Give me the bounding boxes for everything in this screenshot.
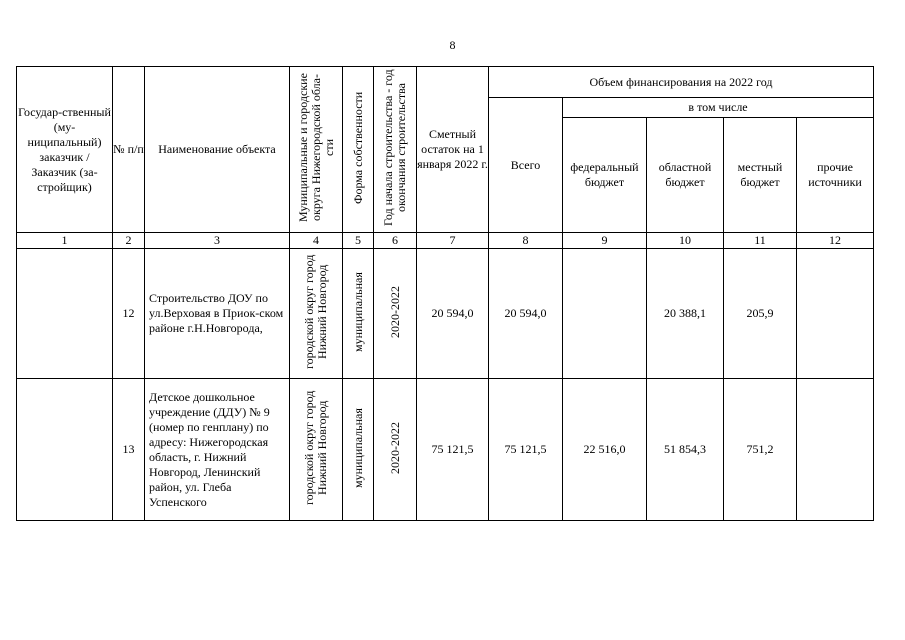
header-object-name: Наименование объекта [145, 67, 290, 233]
col-number: 4 [290, 233, 343, 249]
header-regional: областной бюджет [647, 118, 724, 233]
col-number: 1 [17, 233, 113, 249]
cell-municipality: городской округ город Нижний Новгород [290, 249, 343, 379]
cell-estimate: 20 594,0 [417, 249, 489, 379]
cell-other [797, 379, 874, 521]
cell-num: 12 [113, 249, 145, 379]
header-local: местный бюджет [724, 118, 797, 233]
header-including: в том числе [563, 98, 874, 118]
cell-customer [17, 249, 113, 379]
cell-object-name: Строительство ДОУ по ул.Верховая в Приок-ском районе г.Н.Новгорода, [145, 249, 290, 379]
cell-estimate: 75 121,5 [417, 379, 489, 521]
cell-federal [563, 249, 647, 379]
cell-other [797, 249, 874, 379]
header-estimate: Сметный остаток на 1 января 2022 г. [417, 67, 489, 233]
header-municipality: Муниципальные и городские округа Нижегородской обла-сти [290, 67, 343, 233]
cell-ownership: муниципальная [343, 379, 374, 521]
cell-regional: 20 388,1 [647, 249, 724, 379]
col-number: 6 [374, 233, 417, 249]
header-total: Всего [489, 98, 563, 233]
col-number: 9 [563, 233, 647, 249]
cell-years: 2020-2022 [374, 249, 417, 379]
cell-regional: 51 854,3 [647, 379, 724, 521]
header-other: прочие источники [797, 118, 874, 233]
cell-municipality: городской округ город Нижний Новгород [290, 379, 343, 521]
col-number: 10 [647, 233, 724, 249]
cell-local: 205,9 [724, 249, 797, 379]
col-number: 11 [724, 233, 797, 249]
cell-years: 2020-2022 [374, 379, 417, 521]
cell-local: 751,2 [724, 379, 797, 521]
header-ownership: Форма собственности [343, 67, 374, 233]
cell-total: 20 594,0 [489, 249, 563, 379]
col-number: 5 [343, 233, 374, 249]
table-row [17, 379, 874, 521]
cell-ownership: муниципальная [343, 249, 374, 379]
column-number-row [17, 233, 874, 249]
cell-total: 75 121,5 [489, 379, 563, 521]
col-number: 2 [113, 233, 145, 249]
financing-table [16, 66, 874, 521]
header-customer: Государ-ственный (му-ниципальный) заказчик / Заказчик (за-стройщик) [17, 67, 113, 233]
col-number: 7 [417, 233, 489, 249]
cell-object-name: Детское дошкольное учреждение (ДДУ) № 9 (номер по генплану) по адресу: Нижегородская область, г. Нижний Новгород, Ленинский район, ул. Глеба Успенского [145, 379, 290, 521]
cell-federal: 22 516,0 [563, 379, 647, 521]
cell-num: 13 [113, 379, 145, 521]
header-federal: федеральный бюджет [563, 118, 647, 233]
table-row [17, 249, 874, 379]
cell-customer [17, 379, 113, 521]
header-years: Год начала строительства - год окончания строительства [374, 67, 417, 233]
col-number: 3 [145, 233, 290, 249]
header-num: № п/п [113, 67, 145, 233]
col-number: 12 [797, 233, 874, 249]
header-financing: Объем финансирования на 2022 год [489, 67, 874, 98]
page-number: 8 [449, 38, 456, 52]
col-number: 8 [489, 233, 563, 249]
